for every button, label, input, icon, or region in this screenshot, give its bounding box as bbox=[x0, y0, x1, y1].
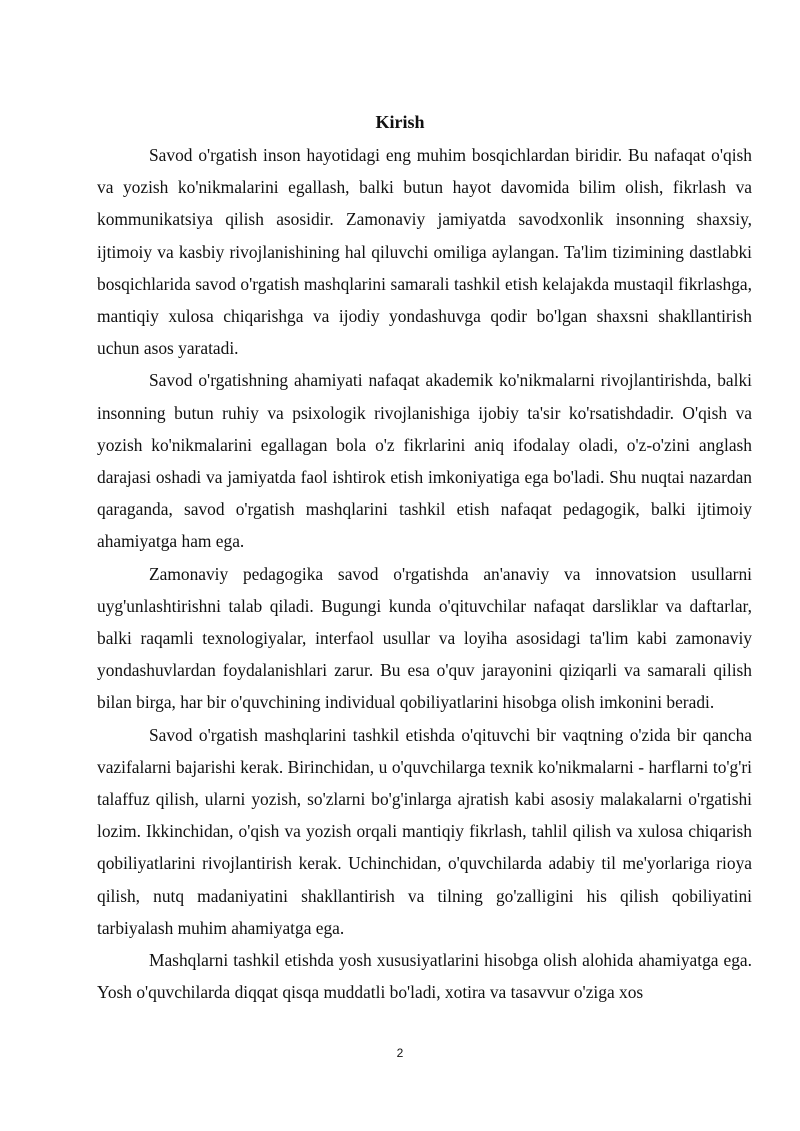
page-number: 2 bbox=[396, 1046, 404, 1060]
paragraph-1: Savod o'rgatish inson hayotidagi eng muhim bosqichlardan biridir. Bu nafaqat o'qish va yozish ko'nikmalarini egallash, balki butun hayot davomida bilim olish, fikrlash va kommunikatsiya qilish asosidir. Zamonaviy jamiyatda savodxonlik insonning shaxsiy, ijtimoiy va kasbiy rivojlanishining hal qiluvchi omiliga aylangan. Ta'lim tizimining dastlabki bosqichlarida savod o'rgatish mashqlarini samarali tashkil etish kelajakda mustaqil fikrlashga, mantiqiy xulosa chiqarishga va ijodiy yondashuvga qodir bo'lgan shaxsni shakllantirish uchun asos yaratadi. bbox=[97, 145, 752, 359]
paragraph-3: Zamonaviy pedagogika savod o'rgatishda an'anaviy va innovatsion usullarni uyg'unlashtirishni talab qiladi. Bugungi kunda o'qituvchilar nafaqat darsliklar va daftarlar, balki raqamli texnologiyalar, interfaol usullar va loyiha asosidagi ta'lim kabi zamonaviy yondashuvlardan foydalanishlari zarur. Bu esa o'quv jarayonini qiziqarli va samarali qilish bilan birga, har bir o'quvchining individual qobiliyatlarini hisobga olish imkonini beradi. bbox=[97, 563, 752, 713]
paragraph-2: Savod o'rgatishning ahamiyati nafaqat akademik ko'nikmalarni rivojlantirishda, balki insonning butun ruhiy va psixologik rivojlanishiga ijobiy ta'sir ko'rsatishdadir. O'qish va yozish ko'nikmalarini egallagan bola o'z fikrlarini aniq ifodalay oladi, o'z-o'zini anglash darajasi oshadi va jamiyatda faol ishtirok etish imkoniyatiga ega bo'ladi. Shu nuqtai nazardan qaraganda, savod o'rgatish mashqlarini tashkil etish nafaqat pedagogik, balki ijtimoiy ahamiyatga ham ega. bbox=[97, 370, 752, 552]
page-title: Kirish bbox=[375, 112, 425, 132]
paragraph-4: Savod o'rgatish mashqlarini tashkil etishda o'qituvchi bir vaqtning o'zida bir qancha vazifalarni bajarishi kerak. Birinchidan, u o'quvchilarga texnik ko'nikmalarni - harflarni to'g'ri talaffuz qilish, ularni yozish, so'zlarni bo'g'inlarga ajratish kabi asosiy malakalarni o'rgatishi lozim. Ikkinchidan, o'qish va yozish orqali mantiqiy fikrlash, tahlil qilish va xulosa chiqarish qobiliyatlarini rivojlantirish kerak. Uchinchidan, o'quvchilarda adabiy til me'yorlariga rioya qilish, nutq madaniyatini shakllantirish va tilning go'zalligini his qilish qobiliyatini tarbiyalash muhim ahamiyatga ega. bbox=[97, 724, 752, 938]
body-text bbox=[97, 139, 752, 1008]
paragraph-5: Mashqlarni tashkil etishda yosh xususiyatlarini hisobga olish alohida ahamiyatga ega. Yosh o'quvchilarda diqqat qisqa muddatli bo'ladi, xotira va tasavvur o'ziga xos bbox=[97, 950, 752, 1003]
